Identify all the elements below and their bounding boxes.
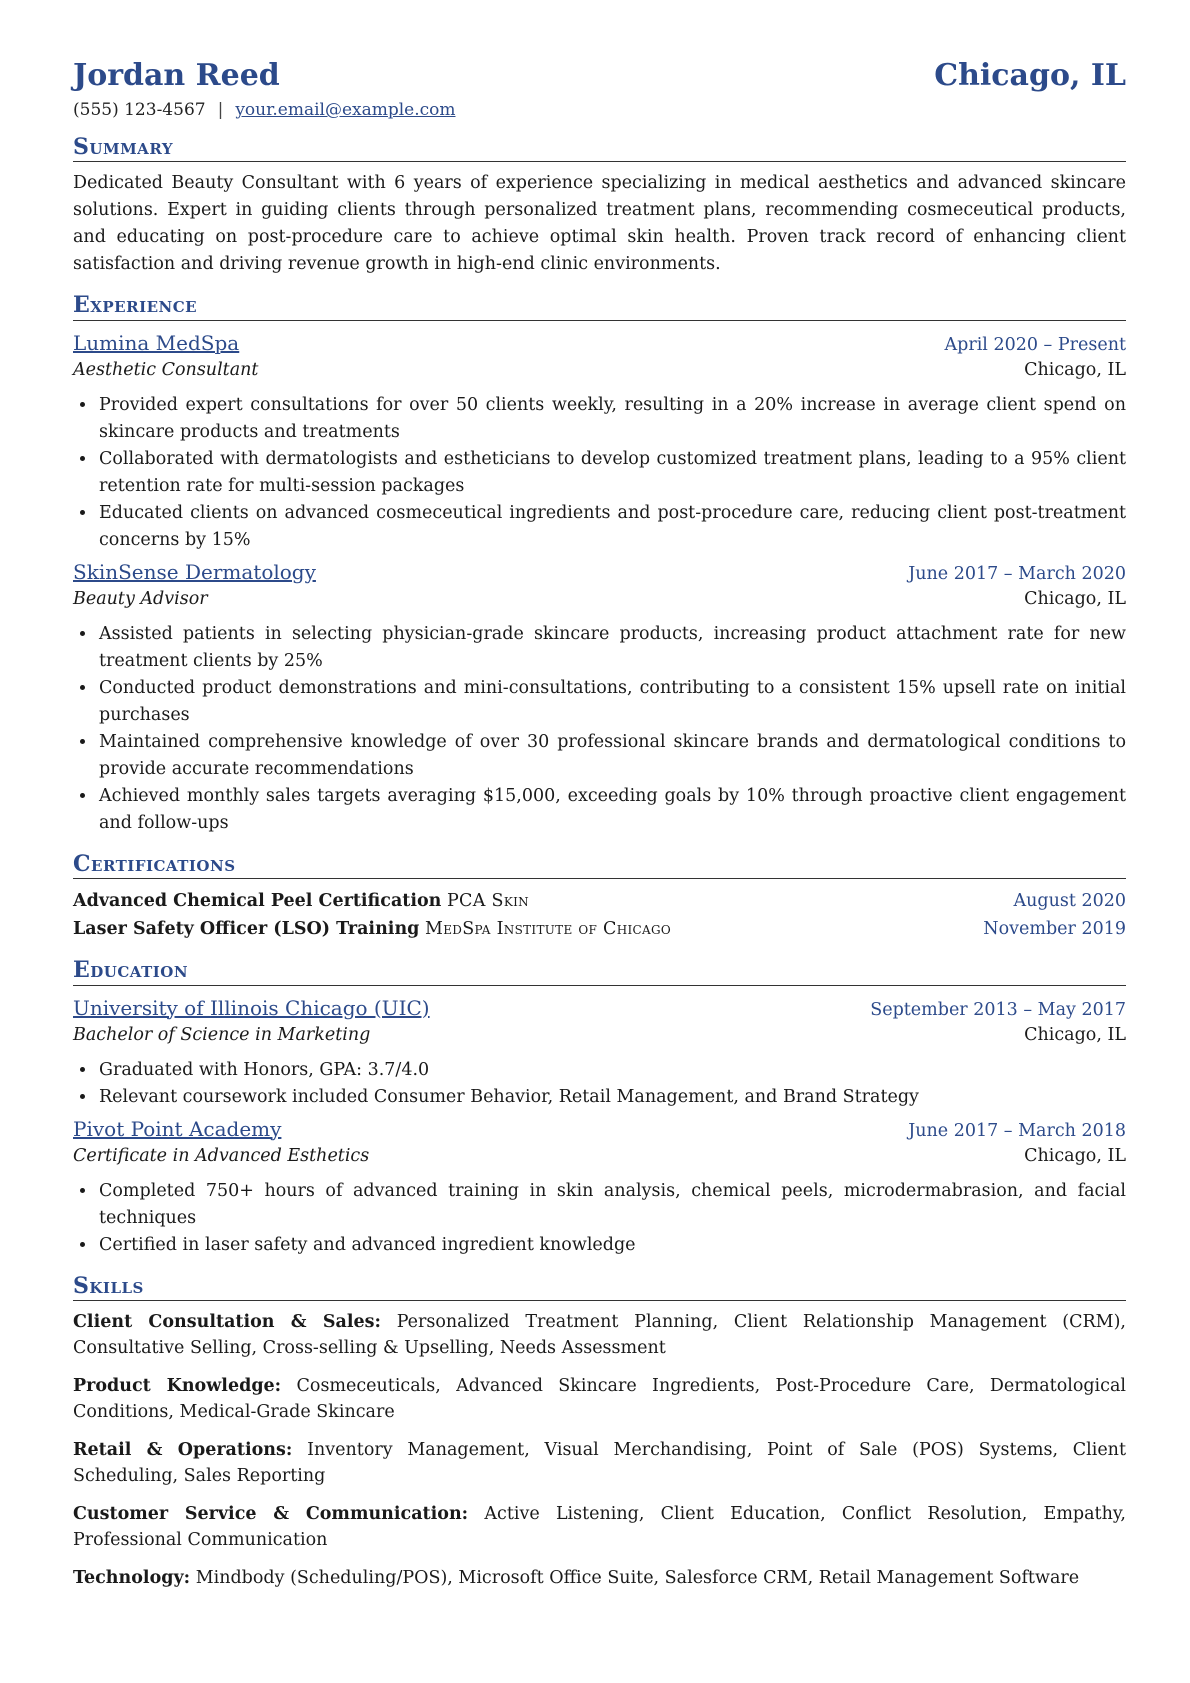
contact-line [73,100,1126,120]
employer-link[interactable]: SkinSense Dermatology [73,559,316,584]
skill-group [73,1565,1126,1591]
school-link[interactable]: Pivot Point Academy [73,1116,282,1141]
entry-dates: April 2020 – Present [944,334,1126,355]
certification-name: Advanced Chemical Peel Certification [73,891,442,912]
resume-page [73,58,1126,1603]
section-title-skills: Skills [73,1273,1126,1301]
skill-text: Inventory Management, Visual Merchandising, Point of Sale (POS) Systems, Client Scheduling, Sales Reporting [73,1439,1126,1486]
skill-group [73,1309,1126,1361]
entry-location: Chicago, IL [1024,1024,1126,1045]
section-title-education: Education [73,957,1126,985]
certification-row [73,887,1126,915]
job-title: Aesthetic Consultant [73,359,259,380]
summary-text: Dedicated Beauty Consultant with 6 years of experience specializing in medical aesthetics and advanced skincare solutions. Expert in guiding clients through personalized treatment plans, recommending cosmeceutical products, and educating on post-procedure care to achieve optimal skin health. Proven track record of enhancing client satisfaction and driving revenue growth in high-end clinic environments. [73,173,1126,275]
degree-title: Certificate in Advanced Esthetics [73,1145,370,1166]
education-entry [73,1115,1126,1259]
job-title: Beauty Advisor [73,588,208,609]
skill-group [73,1437,1126,1489]
list-item: • Provided expert consultations for over 50 clients weekly, resulting in a 20% increase in average client spend on skincare products and treatments [97,392,1126,446]
list-item: • Relevant coursework included Consumer Behavior, Retail Management, and Brand Strategy [97,1084,1126,1111]
list-item: • Certified in laser safety and advanced ingredient knowledge [97,1232,1126,1259]
school-link[interactable]: University of Illinois Chicago (UIC) [73,995,430,1020]
bullet-list [73,1178,1126,1259]
skill-label: Technology: [73,1567,191,1588]
degree-title: Bachelor of Science in Marketing [73,1024,371,1045]
entry-dates: June 2017 – March 2020 [908,563,1126,584]
employer-link[interactable]: Lumina MedSpa [73,330,240,355]
certification-issuer: PCA Skin [446,891,529,912]
entry-dates: June 2017 – March 2018 [908,1120,1126,1141]
entry-location: Chicago, IL [1024,588,1126,609]
skill-group [73,1373,1126,1425]
bullet-list [73,392,1126,554]
skill-label: Retail & Operations: [73,1439,293,1460]
skill-label: Customer Service & Communication: [73,1503,469,1524]
skill-text: Personalized Treatment Planning, Client Relationship Management (CRM), Consultative Selling, Cross-selling & Upselling, Needs Assessment [73,1311,1126,1358]
skill-group [73,1501,1126,1553]
certification-date: August 2020 [1013,891,1126,912]
list-item: • Conducted product demonstrations and mini-consultations, contributing to a consistent 15% upsell rate on initial purchases [97,675,1126,729]
skill-label: Product Knowledge: [73,1375,282,1396]
list-item: • Collaborated with dermatologists and estheticians to develop customized treatment plans, leading to a 95% client retention rate for multi-session packages [97,446,1126,500]
section-title-experience: Experience [73,292,1126,320]
list-item: • Maintained comprehensive knowledge of over 30 professional skincare brands and dermatological conditions to provide accurate recommendations [97,729,1126,783]
list-item: • Assisted patients in selecting physician-grade skincare products, increasing product attachment rate for new treatment clients by 25% [97,621,1126,675]
skill-text: Active Listening, Client Education, Conflict Resolution, Empathy, Professional Communication [73,1503,1126,1550]
experience-entry [73,558,1126,837]
education-entry [73,994,1126,1111]
phone-number: (555) 123-4567 [73,100,206,120]
certification-issuer: MedSpa Institute of Chicago [425,919,672,940]
list-item: • Achieved monthly sales targets averaging $15,000, exceeding goals by 10% through proactive client engagement and follow-ups [97,783,1126,837]
list-item: • Educated clients on advanced cosmeceutical ingredients and post-procedure care, reducing client post-treatment concerns by 15% [97,500,1126,554]
skill-label: Client Consultation & Sales: [73,1311,381,1332]
resume-header [73,58,1126,94]
contact-separator: | [217,100,224,120]
experience-entry [73,329,1126,554]
candidate-name: Jordan Reed [73,58,280,93]
certification-date: November 2019 [983,919,1126,940]
bullet-list [73,1057,1126,1111]
email-link[interactable]: your.email@example.com [235,100,456,120]
list-item: • Completed 750+ hours of advanced training in skin analysis, chemical peels, microdermabrasion, and facial techniques [97,1178,1126,1232]
list-item: • Graduated with Honors, GPA: 3.7/4.0 [97,1057,1126,1084]
candidate-location: Chicago, IL [934,58,1126,93]
entry-location: Chicago, IL [1024,359,1126,380]
entry-location: Chicago, IL [1024,1145,1126,1166]
entry-dates: September 2013 – May 2017 [870,999,1126,1020]
bullet-list [73,621,1126,837]
certification-row [73,915,1126,943]
skill-text: Cosmeceuticals, Advanced Skincare Ingredients, Post-Procedure Care, Dermatological Conditions, Medical-Grade Skincare [73,1375,1126,1422]
certification-name: Laser Safety Officer (LSO) Training [73,919,420,940]
section-title-certifications: Certifications [73,851,1126,879]
section-title-summary: Summary [73,134,1126,162]
skill-text: Mindbody (Scheduling/POS), Microsoft Office Suite, Salesforce CRM, Retail Management Software [195,1567,1080,1588]
